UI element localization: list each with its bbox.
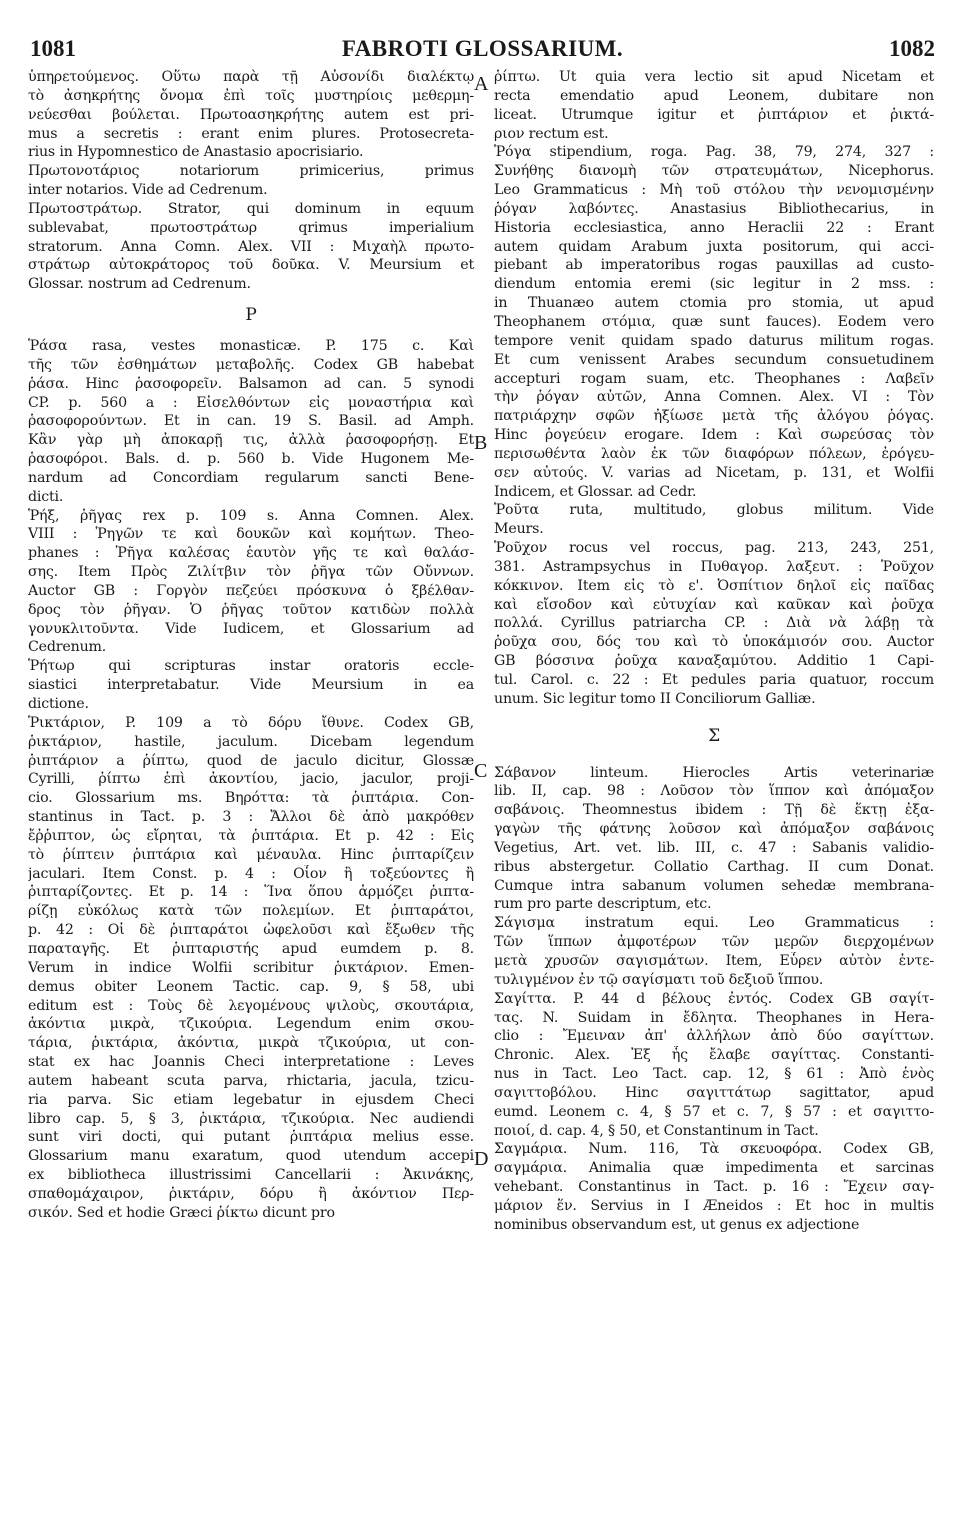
- text-line: σικόν. Sed et hodie Græci ῥίκτω dicunt pro: [28, 1204, 335, 1221]
- text-line: Historia ecclesiastica, anno Heraclii 22 : Erant: [494, 219, 934, 236]
- page-number-left: 1081: [30, 36, 76, 61]
- section-heading-rho: Ρ: [245, 305, 257, 326]
- text-line: ῥασοφόροι. Bals. d. p. 560 b. Vide Hugonem Me-: [28, 451, 474, 468]
- text-line: Ῥήξ, ῥῆγας rex p. 109 s. Anna Comnen. Alex.: [28, 507, 474, 524]
- text-line: Σάβανον linteum. Hierocles Artis veterinariæ: [494, 764, 934, 781]
- text-line: lib. II, cap. 98 : Λοῦσον τὸν ἵππον καὶ ἀπόμαξον: [494, 783, 934, 800]
- left-column-top-text: [28, 68, 474, 294]
- text-line: phanes : Ῥῆγα καλέσας ἑαυτὸν γῆς τε καὶ θαλάσ-: [28, 545, 474, 562]
- text-line: τὴν ῥόγαν αὐτῶν, Anna Comnen. Alex. VI : Τὸν: [494, 389, 934, 406]
- text-line: Τῶν ἵππων ἀμφοτέρων τῶν μερῶν διερχομένων: [494, 934, 934, 951]
- text-line: τῆς τῶν ἐσθημάτων μεταβολῆς. Codex GB habebat: [28, 356, 474, 373]
- right-column: [494, 68, 934, 1528]
- text-line: σαβάνοις. Theomnestus ibidem : Τῇ δὲ ἕκτῃ ἐξα-: [494, 802, 934, 819]
- text-line: Leo Grammaticus : Μὴ τοῦ στόλου τὴν νενομισμένην: [494, 182, 934, 199]
- text-line: nominibus observandum est, ut genus ex adjectione: [494, 1216, 860, 1233]
- text-line: Ῥόγα stipendium, roga. Pag. 38, 79, 274, 327 :: [494, 144, 934, 161]
- text-line: γονυκλιτοῦντα. Vide Iudicem, et Glossarium ad: [28, 620, 474, 637]
- text-line: cio. Glossarium ms. Βηρόττα: τὰ ῥιπτάρια. Con-: [28, 790, 474, 807]
- text-line: σαγμάρια. Animalia quæ impedimenta et sarcinas: [494, 1160, 934, 1177]
- right-column-top-text: [494, 68, 934, 709]
- text-line: nus in Tact. Leo Tact. cap. 12, § 61 : Ἀπὸ ἑνὸς: [494, 1066, 934, 1083]
- text-line: siastici interpretabatur. Vide Meursium in ea: [28, 677, 474, 694]
- text-line: stantinus in Tact. p. 3 : Ἄλλοι δὲ ἀπὸ μακρόθεν: [28, 809, 474, 826]
- text-line: καὶ εἴσοδον καὶ εὐτυχίαν καὶ καῦκαν καὶ ῥοῦχα: [494, 596, 934, 613]
- text-line: ὑπηρετούμενος. Οὕτω παρὰ τῇ Αὐσονίδι διαλέκτῳ: [28, 69, 474, 85]
- text-line: ποιοί, d. cap. 4, § 50, et Constantinum in Tact.: [494, 1122, 819, 1139]
- text-line: τάρια, ῥικτάρια, ἀκόντια, μικρὰ τζικούρια, ut con-: [28, 1035, 474, 1052]
- text-line: Ῥοῦχον rocus vel roccus, pag. 213, 243, 251,: [494, 540, 934, 557]
- text-line: GB βόσσινα ῥοῦχα καναξαμύτου. Additio 1 Capi-: [494, 653, 934, 670]
- text-line: μετὰ χρυσῶν σαγισμάτων. Item, Εὗρεν αὐτὸν ἐντε-: [494, 952, 934, 969]
- text-line: Cedrenum.: [28, 639, 107, 656]
- right-column-main-text: [494, 764, 934, 1235]
- text-line: jaculari. Item Const. p. 4 : Οἷον ἢ τοξεύοντες ἢ: [28, 865, 474, 882]
- text-line: Ῥάσα rasa, vestes monasticæ. P. 175 c. Καὶ: [28, 337, 474, 354]
- text-line: Cyrilli, ῥίπτω ἐπὶ ἀκοντίου, jacio, jaculor, proji-: [28, 771, 474, 788]
- text-line: τὸ ἀσηκρήτης ὄνομα ἐπὶ τοῖς μυστηρίοις μεθερμη-: [28, 87, 474, 104]
- text-line: Chronic. Alex. Ἐξ ἧς ἔλαβε σαγίττας. Constanti-: [494, 1047, 934, 1064]
- text-line: Et cum venissent Arabes secundum consuetudinem: [494, 351, 934, 368]
- text-line: tul. Carol. c. 22 : Et pedules paria quatuor, roccum: [494, 672, 934, 688]
- text-line: πολλά. Cyrillus patriarcha CP. : Διὰ νὰ λάβῃ τὰ: [494, 615, 934, 632]
- text-line: CP. p. 560 a : Εἰσελθόντων εἰς μοναστήρια καὶ: [28, 394, 474, 411]
- text-line: ria parva. Sic etiam legebatur in ejusdem Checi: [28, 1091, 474, 1108]
- text-line: ribus abstergetur. Collatio Carthag. II cum Donat.: [494, 858, 934, 875]
- text-line: τυλιγμένον ἐν τῷ σαγίσματι τοῦ δεξιοῦ ἵππου.: [494, 971, 824, 988]
- text-line: VIII : Ῥηγῶν τε καὶ δουκῶν καὶ κομήτων. Theo-: [28, 526, 474, 543]
- text-line: 381. Astrampsychus in Πυθαγορ. λαξευτ. : Ῥοῦχον: [494, 558, 934, 575]
- text-line: demus obiter Leonem Tactic. cap. 9, § 58, ubi: [28, 978, 474, 995]
- text-line: πατριάρχην σφῶν ἠξίωσε μετὰ τῆς ἀλόγου ῥόγας.: [494, 408, 934, 425]
- left-column: [28, 68, 474, 1528]
- text-line: Cumque intra sabanum volumen sehedæ membrana-: [494, 877, 934, 894]
- text-line: inter notarios. Vide ad Cedrenum.: [28, 182, 268, 199]
- text-line: accepturi rogam suam, etc. Theophanes : Λαβεῖν: [494, 370, 934, 387]
- text-line: unum. Sic legitur tomo II Conciliorum Galliæ.: [494, 690, 816, 707]
- text-line: rum pro parte descriptum, etc.: [494, 896, 712, 913]
- text-line: Indicem, et Glossar. ad Cedr.: [494, 483, 697, 500]
- text-line: Σαγμάρια. Num. 116, Τὰ σκευοφόρα. Codex GB,: [494, 1141, 934, 1158]
- text-line: liceat. Utrumque igitur et ῥιπτάριον et ῥικτά-: [494, 106, 934, 123]
- page-number-right: 1082: [889, 36, 935, 61]
- text-line: rius in Hypomnestico de Anastasio apocrisiario.: [28, 144, 364, 161]
- text-line: piebant ab imperatoribus rogas pauxillas ad custo-: [494, 257, 934, 274]
- text-line: ῥάσα. Hinc ῥασοφορεῖν. Balsamon ad can. 5 synodi: [28, 375, 474, 392]
- text-line: ἀκόντια μικρὰ, τζικούρια. Legendum enim σκου-: [28, 1016, 474, 1033]
- text-line: autem quidam Arabum juxta positorum, qui acci-: [494, 238, 934, 255]
- text-line: Auctor GB : Γοργὸν πεζεύει πρόσκυνα ὁ ξβέλθαν-: [28, 582, 474, 599]
- text-line: editum est : Τοὺς δὲ λεγομένους ψιλοὺς, σκουτάρια,: [28, 997, 474, 1014]
- text-line: στράτωρ αὐτοκράτορος τοῦ δοῦκα. V. Meursium et: [28, 257, 474, 274]
- text-line: ῥιπταρίζοντες. Et p. 14 : Ἵνα ὅπου ἁρμόζει ῥιπτα-: [28, 884, 474, 901]
- text-line: Πρωτονοτάριος notariorum primicerius, primus: [28, 163, 474, 180]
- text-line: sunt viri docti, qui putant ῥιπτάρια melius esse.: [28, 1129, 474, 1146]
- margin-marker-b: B: [474, 432, 488, 454]
- text-line: τὸ ῥίπτειν ῥιπτάρια καὶ μέναυλα. Hinc ῥιπταρίζειν: [28, 846, 474, 863]
- text-line: ῥίπτω. Ut quia vera lectio sit apud Nicetam et: [494, 69, 934, 85]
- text-line: autem habeant scuta parva, rhictaria, jacula, tzicu-: [28, 1072, 474, 1089]
- text-line: ῥοῦχα σου, δός του καὶ τὸ ὑποκάμισόν σου. Auctor: [494, 634, 934, 651]
- text-line: ex bibliotheca illustrissimi Cancellarii : Ἀκινάκης,: [28, 1167, 474, 1184]
- left-column-main-text: [28, 337, 474, 1223]
- text-line: ρίζῃ εὐκόλως κατὰ τῶν πολεμίων. Et ῥιπταράτοι,: [28, 903, 474, 920]
- text-line: sublevabat, πρωτοστράτωρ qrimus imperialium: [28, 219, 474, 236]
- text-line: Meurs.: [494, 521, 544, 538]
- text-line: p. 42 : Οἱ δὲ ῥιπταράτοι ὠφελοῦσι καὶ ἔξωθεν τῆς: [28, 922, 474, 939]
- text-line: Hinc ῥογεύειν erogare. Idem : Καὶ σωρεύσας τὸν: [494, 427, 934, 444]
- text-line: dictione.: [28, 696, 89, 712]
- text-line: Πρωτοστράτωρ. Strator, qui dominum in equum: [28, 200, 474, 217]
- text-line: Ῥήτωρ qui scripturas instar oratoris eccle-: [28, 658, 474, 675]
- text-line: Verum in indice Wolfii scribitur ῥικτάριον. Emen-: [28, 959, 474, 976]
- text-line: ῥασοφορούντων. Et in can. 19 S. Basil. ad Amph.: [28, 413, 474, 430]
- text-line: δρος τὸν ῥῆγαν. Ὁ ῥῆγας τοῦτον κατιδὼν πολλὰ: [28, 601, 474, 618]
- margin-marker-c: C: [474, 760, 488, 782]
- text-line: clio : Ἔμειναν ἀπ' ἀλλήλων ἀπὸ δύο σαγίττων.: [494, 1028, 934, 1045]
- text-line: diendum entomia eremi (sic legitur in 2 mss. :: [494, 276, 934, 293]
- text-line: ἔῤῥιπτον, ὡς εἴρηται, τὰ ῥιπτάρια. Et p. 42 : Εἰς: [28, 827, 474, 844]
- text-line: Ῥικτάριον, P. 109 a τὸ δόρυ ἴθυνε. Codex GB,: [28, 714, 474, 731]
- text-line: περισωθέντα λαὸν ἐκ τῶν διαφόρων πόλεων, ἐρόγευ-: [494, 445, 934, 462]
- text-line: dicti.: [28, 488, 64, 505]
- text-line: σης. Item Πρὸς Ζιλίτβιν τὸν ῥῆγα τῶν Οὔννων.: [28, 564, 474, 581]
- text-line: stat ex hac Joannis Checi interpretatione : Leves: [28, 1054, 474, 1071]
- text-line: σπαθομάχαιρον, ῥικτάριν, δόρυ ἢ ἀκόντιον Περ-: [28, 1185, 474, 1202]
- text-line: Glossar. nostrum ad Cedrenum.: [28, 276, 251, 293]
- text-line: nardum ad Concordiam regularum sancti Bene-: [28, 469, 474, 486]
- text-line: τας. N. Suidam in ἔδλητα. Theophanes in Hera-: [494, 1009, 934, 1026]
- text-line: Κἂν γὰρ μὴ ἀποκαρῇ τις, ἀλλὰ ῥασοφορήσῃ. Et: [28, 432, 474, 449]
- text-line: ῥιπτάριον a ῥίπτω, quod de jaculo dicitur, Glossæ: [28, 752, 474, 769]
- text-line: Ῥοῦτα ruta, multitudo, globus militum. Vide: [494, 502, 934, 519]
- text-line: ῥικτάριον, hastile, jaculum. Dicebam legendum: [28, 733, 474, 750]
- text-line: ῥόγαν λαβόντες. Anastasius Bibliothecarius, in: [494, 200, 934, 217]
- text-line: libro cap. 5, § 3, ῥικτάρια, τζικούρια. Nec audiendi: [28, 1110, 474, 1127]
- text-line: Theophanem στόμια, quæ sunt fauces). Eodem vero: [494, 313, 934, 330]
- text-line: stratorum. Anna Comn. Alex. VII : Μιχαὴλ πρωτο-: [28, 238, 474, 255]
- section-heading-sigma: Σ: [708, 725, 720, 746]
- text-line: mus a secretis : erant enim plures. Protosecreta-: [28, 125, 474, 142]
- running-title: FABROTI GLOSSARIUM.: [341, 36, 624, 61]
- page-header: [30, 36, 935, 66]
- text-line: κόκκινον. Item εἰς τὸ ε'. Ὀσπίτιον δηλοῖ εἰς παῖδας: [494, 577, 934, 594]
- text-line: Vegetius, Art. vet. lib. III, c. 47 : Sabanis validio-: [494, 839, 934, 856]
- text-line: in Thuanæo autem ctomia pro stomia, ut apud: [494, 295, 934, 312]
- text-line: σεν αὐτούς. V. varias ad Nicetam, p. 131, et Wolfii: [494, 464, 934, 481]
- text-line: eumd. Leonem c. 4, § 57 et c. 7, § 57 : et σαγιττο-: [494, 1103, 934, 1120]
- text-line: recta emendatio apud Leonem, dubitare non: [494, 87, 934, 104]
- text-line: παραταγῆς. Et ῥιπταριστής apud eumdem p. 8.: [28, 940, 474, 957]
- margin-marker-d: D: [474, 1148, 489, 1170]
- text-line: tempore venit quidam spado daturus militum rogas.: [494, 332, 934, 349]
- text-line: Σαγίττα. P. 44 d βέλους ἐντός. Codex GB σαγίτ-: [494, 990, 934, 1007]
- text-line: Glossarium manu exaratum, quod utendum accepi: [28, 1148, 474, 1165]
- text-line: vehebant. Constantinus in Tact. p. 16 : Ἔχειν σαγ-: [494, 1179, 934, 1196]
- text-line: γαγὼν τῆς φάτνης λοῦσον καὶ ἀπόμαξον σαβάνοις: [494, 821, 934, 838]
- text-line: νεύεσθαι βούλεται. Πρωτοασηκρήτης autem est pri-: [28, 106, 474, 123]
- text-line: Συνήθης διανομὴ τῶν στρατευμάτων, Nicephorus.: [494, 163, 934, 180]
- text-line: μάριον ἕν. Servius in I Æneidos : Et hoc in multis: [494, 1197, 934, 1214]
- text-line: Σάγισμα instratum equi. Leo Grammaticus :: [494, 915, 934, 932]
- margin-marker-a: A: [474, 73, 489, 95]
- text-line: σαγιττοβόλου. Hinc σαγιττάτωρ sagittator, apud: [494, 1084, 934, 1101]
- text-line: ριον rectum est.: [494, 125, 609, 142]
